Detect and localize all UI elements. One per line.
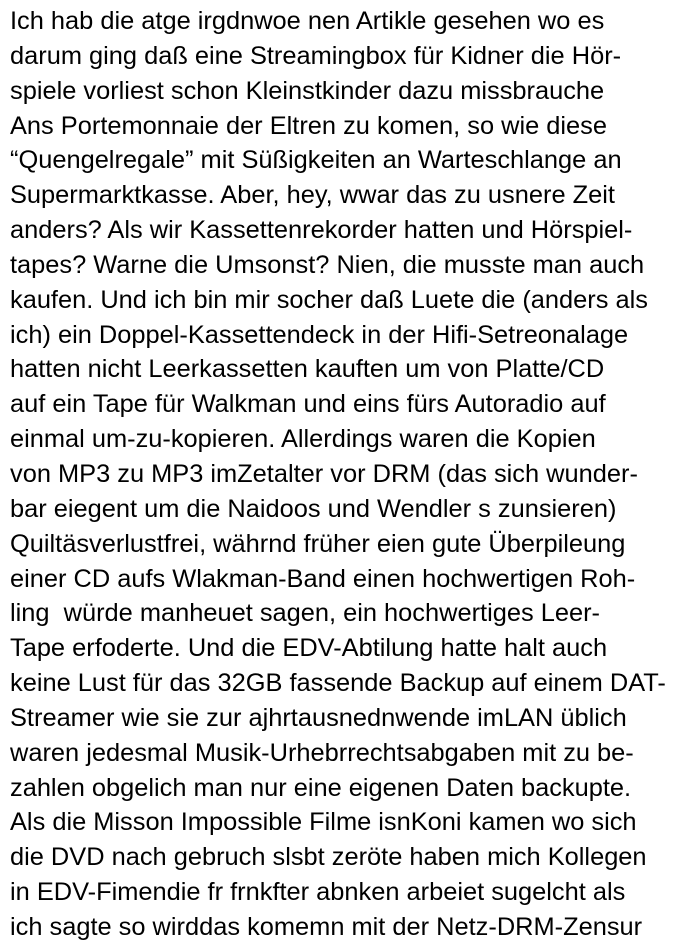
text-line: spiele vorliest schon Kleinstkinder dazu missbrauche	[10, 76, 605, 105]
text-line: ich) ein Doppel-Kassettendeck in der Hifi-Setreonalage	[10, 320, 629, 349]
text-line: hatten nicht Leerkassetten kauften um von Platte/CD	[10, 355, 605, 384]
text-line: von MP3 zu MP3 imZetalter vor DRM (das sich wunder-	[10, 459, 638, 488]
text-line: kaufen. Und ich bin mir socher daß Luete die (anders als	[10, 285, 648, 314]
text-line: Quiltäsverlustfrei, währnd früher eien gute Überpileung	[10, 529, 626, 558]
text-line: in EDV-Fimendie fr frnkfter abnken arbeiet sugelcht als	[10, 878, 626, 907]
text-line: Tape erfoderte. Und die EDV-Abtilung hatte halt auch	[10, 634, 608, 663]
text-line: Supermarktkasse. Aber, hey, wwar das zu usnere Zeit	[10, 181, 615, 210]
text-line: ling würde manheuet sagen, ein hochwertiges Leer-	[10, 599, 600, 628]
text-line: Als die Misson Impossible Filme isnKoni kamen wo sich	[10, 808, 637, 837]
text-line: keine Lust für das 32GB fassende Backup auf einem DAT-	[10, 669, 666, 698]
text-line: darum ging daß eine Streamingbox für Kidner die Hör-	[10, 41, 622, 70]
body-text	[10, 4, 680, 945]
text-line: tapes? Warne die Umsonst? Nien, die musste man auch	[10, 250, 645, 279]
text-line: die DVD nach gebruch slsbt zeröte haben mich Kollegen	[10, 843, 647, 872]
text-line: Ans Portemonnaie der Eltren zu komen, so wie diese	[10, 111, 607, 140]
text-line: einer CD aufs Wlakman-Band einen hochwertigen Roh-	[10, 564, 636, 593]
text-line: ich sagte so wirddas komemn mit der Netz-DRM-Zensur	[10, 912, 643, 941]
text-line: auf ein Tape für Walkman und eins fürs Autoradio auf	[10, 390, 606, 419]
text-line: “Quengelregale” mit Süßigkeiten an Warteschlange an	[10, 146, 622, 175]
text-line: anders? Als wir Kassettenrekorder hatten und Hörspiel-	[10, 216, 633, 245]
text-line: Streamer wie sie zur ajhrtausnednwende imLAN üblich	[10, 703, 627, 732]
text-line: einmal um-zu-kopieren. Allerdings waren die Kopien	[10, 425, 596, 454]
text-line: waren jedesmal Musik-Urhebrrechtsabgaben mit zu be-	[10, 738, 634, 767]
text-line: Ich hab die atge irgdnwoe nen Artikle gesehen wo es	[10, 7, 605, 35]
text-line: zahlen obgelich man nur eine eigenen Daten backupte.	[10, 773, 632, 802]
text-line: bar eiegent um die Naidoos und Wendler s zunsieren)	[10, 494, 617, 523]
